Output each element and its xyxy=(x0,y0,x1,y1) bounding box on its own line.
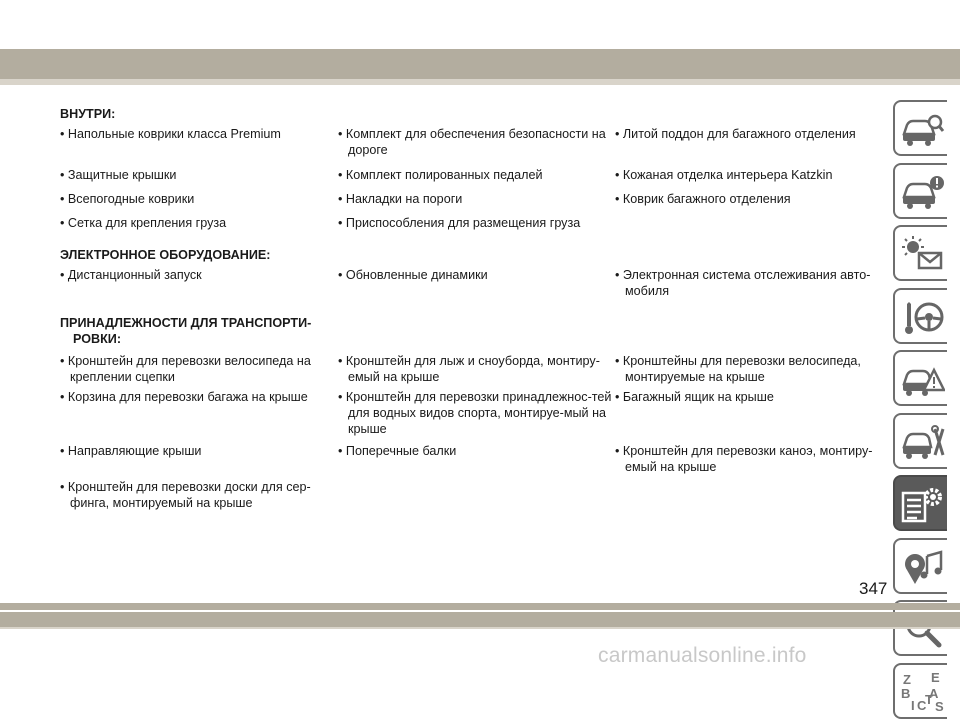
section-heading-transport: ПРИНАДЛЕЖНОСТИ ДЛЯ ТРАНСПОРТИ-РОВКИ: xyxy=(60,316,312,346)
svg-text:B: B xyxy=(901,685,911,701)
tab-alphabetical-index[interactable] xyxy=(893,663,947,719)
list-item: • Всепогодные коврики xyxy=(60,192,195,206)
tab-emergency[interactable] xyxy=(893,350,947,406)
list-item: • Комплект для обеспечения безопасности на дороге xyxy=(338,127,606,157)
tab-car-inspection[interactable] xyxy=(893,100,947,156)
list-item: • Кронштейн для перевозки велосипеда на креплении сцепки xyxy=(60,354,311,384)
list-row xyxy=(60,191,880,207)
page-number: 347 xyxy=(859,579,888,598)
list-row xyxy=(60,479,880,511)
list-row xyxy=(60,267,880,299)
tab-multimedia[interactable] xyxy=(893,538,947,594)
list-item: • Дистанционный запуск xyxy=(60,268,202,282)
tab-car-warning[interactable] xyxy=(893,163,947,219)
footer-band xyxy=(0,603,960,610)
list-item: • Багажный ящик на крыше xyxy=(615,390,774,404)
footer-stripe xyxy=(0,627,960,629)
svg-text:E: E xyxy=(931,672,940,685)
car-inspection-icon xyxy=(901,110,945,148)
car-warning-icon xyxy=(901,173,945,211)
chapter-tabs xyxy=(893,100,950,725)
list-item: • Обновленные динамики xyxy=(338,268,488,282)
list-row xyxy=(60,389,880,437)
roadside-warning-icon xyxy=(901,360,945,398)
list-item: • Кронштейн для перевозки принадлежнос-тей для водных видов спорта, монтируе-мый на крыше xyxy=(338,390,612,436)
list-item xyxy=(615,479,880,511)
svg-text:I: I xyxy=(911,697,915,713)
list-item: • Напольные коврики класса Premium xyxy=(60,127,281,141)
svg-text:Z: Z xyxy=(903,672,911,687)
multimedia-music-icon xyxy=(901,548,945,586)
list-item: • Кожаная отделка интерьера Katzkin xyxy=(615,168,833,182)
alphabetical-index-icon xyxy=(901,673,945,713)
svg-text:S: S xyxy=(935,698,944,713)
header-stripe xyxy=(0,79,960,85)
top-margin xyxy=(0,0,960,49)
airbag-steering-icon xyxy=(901,298,945,336)
footer-band-lower xyxy=(0,612,960,627)
list-row xyxy=(60,353,880,385)
list-item: • Кронштейн для перевозки доски для сер-финга, монтируемый на крыше xyxy=(60,480,311,510)
list-item: • Электронная система отслеживания авто-мобиля xyxy=(615,268,871,298)
list-row xyxy=(60,126,880,158)
section-heading-electronics: ЭЛЕКТРОННОЕ ОБОРУДОВАНИЕ: xyxy=(60,248,271,262)
list-item: • Поперечные балки xyxy=(338,444,457,458)
list-item: • Комплект полированных педалей xyxy=(338,168,543,182)
list-item: • Литой поддон для багажного отделения xyxy=(615,127,856,141)
section-heading-inside: ВНУТРИ: xyxy=(60,107,116,121)
svg-text:A: A xyxy=(929,685,939,701)
list-item: • Корзина для перевозки багажа на крыше xyxy=(60,390,308,404)
svg-text:C: C xyxy=(917,697,927,713)
tab-safety[interactable] xyxy=(893,288,947,344)
list-item xyxy=(615,215,880,231)
list-row xyxy=(60,167,880,183)
specifications-gear-icon xyxy=(901,485,945,523)
list-item: • Приспособления для размещения груза xyxy=(338,216,581,230)
list-item: • Накладки на пороги xyxy=(338,192,463,206)
tab-service[interactable] xyxy=(893,413,947,469)
list-row xyxy=(60,215,880,231)
list-item: • Сетка для крепления груза xyxy=(60,216,227,230)
list-item: • Направляющие крыши xyxy=(60,444,202,458)
list-item: • Кронштейн для лыж и сноуборда, монтиру-емый на крыше xyxy=(338,354,600,384)
tab-specifications[interactable] xyxy=(893,475,947,531)
list-item: • Коврик багажного отделения xyxy=(615,192,791,206)
svg-text:T: T xyxy=(925,691,933,707)
car-service-tools-icon xyxy=(901,423,945,461)
page-content xyxy=(60,106,880,511)
list-item: • Кронштейны для перевозки велосипеда, монтируемые на крыше xyxy=(615,354,861,384)
list-item: • Кронштейн для перевозки каноэ, монтиру-емый на крыше xyxy=(615,444,873,474)
tab-lights-messages[interactable] xyxy=(893,225,947,281)
list-item: • Защитные крышки xyxy=(60,168,177,182)
header-band xyxy=(0,49,960,79)
light-mail-icon xyxy=(901,235,945,273)
list-row xyxy=(60,443,880,475)
watermark[interactable]: carmanualsonline.info xyxy=(598,644,807,667)
list-item xyxy=(338,479,615,511)
